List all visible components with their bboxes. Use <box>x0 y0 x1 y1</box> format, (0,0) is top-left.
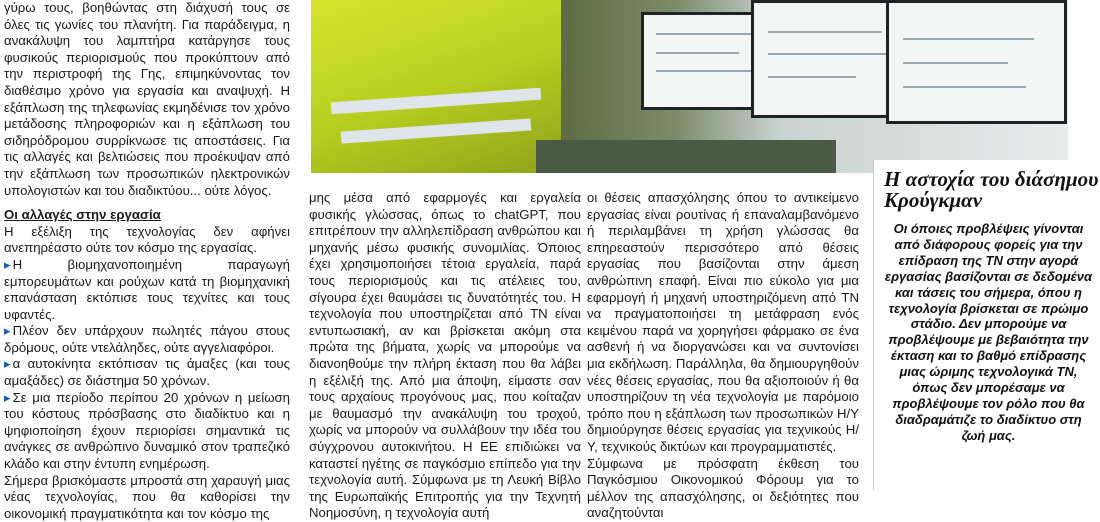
intro-paragraph: γύρω τους, βοηθώντας στη διάχυσή τους σε όλες τις γωνίες του πλανήτη. Για παράδειγμα, η ανακάλυψη του λαμπτήρα κατάργησε τους φυσικούς περιορισμούς που προκύπτουν από την περιστροφή της Γης, επιμηκύνοντας τον διαθέσιμο χρόνο για εργασία και αναψυχή. Η εξάπλωση της τηλεφωνίας εκμηδένισε τον χρόνο μετάδοσης πληροφοριών και η εξάπλωση του σιδηρόδρομου συρρίκνωσε τις αποστάσεις. Για τις αλλαγές και βελτιώσεις που προέκυψαν από την εξάπλωση των προσωπικών ηλεκτρονικών υπολογιστών και του διαδικτύου... ούτε λόγος. <box>4 0 290 198</box>
paragraph: Η εξέλιξη της τεχνολογίας δεν αφήνει ανεπηρέαστο ούτε τον κόσμο της εργασίας. <box>4 223 290 256</box>
paragraph: Σήμερα βρισκόμαστε μπροστά στη χαραυγή μιας νέας τεχνολογίας, που θα καθορίσει την οικονομική πραγματικότητα και τον κόσμο της <box>4 472 290 521</box>
monitor-screen <box>886 0 1067 124</box>
sidebar-box <box>873 160 1100 490</box>
paragraph: μης μέσα από εφαρμογές και εργαλεία φυσικής γλώσσας, όπως το chatGPT, που επιτρέπουν την αλληλεπίδραση ανθρώπου και μηχανής μέσω φυσικής συνομιλίας. Όποιος έχει χρησιμοποιήσει τέτοια εργαλεία, παρά τους περιορισμούς και τις ατέλειες του, σίγουρα έχει θαυμάσει τις δυνατότητές του. Η τεχνολογία που υποστηρίζεται από ΤΝ είναι εντυπωσιακή, αν και βρίσκεται ακόμη στα πρώτα της βήματα, χωρίς να μπορούμε να διανοηθούμε την πλήρη έκταση που θα λάβει η εξέλιξή της. Από μια άποψη, είμαστε σαν τους αρχαίους προγόνους μας, που κοίταζαν με θαυμασμό την ανακάλυψη του τροχού, χωρίς να μπορούν να συλλάβουν την ιδέα του σύγχρονου αυτοκινήτου. Η ΕΕ επιδιώκει να καταστεί ηγέτης σε παγκόσμιο επίπεδο για την τεχνολογία αυτή. Σύμφωνα με τη Λευκή Βίβλο της Ευρωπαϊκής Επιτροπής για την Τεχνητή Νοημοσύνη, η τεχνολογία αυτή <box>309 190 581 521</box>
worker-figure <box>311 0 561 173</box>
bullet-item: ▸ Η βιομηχανοποιημένη παραγωγή εμπορευμάτων και ρούχων κατά τη βιομηχανική επανάσταση εκτόπισε τους τεχνίτες και τους υφαντές. <box>4 257 290 323</box>
sidebar-title: Η αστοχία του διάσημου Κρούγκμαν <box>884 167 1099 212</box>
bullet-item: ▸ α αυτοκίνητα εκτόπισαν τις άμαξες (και τους αμαξάδες) σε διάστημα 50 χρόνων. <box>4 356 290 389</box>
article-photo <box>311 0 1068 173</box>
control-desk <box>536 140 836 173</box>
sidebar-body: Οι όποιες προβλέψεις γίνονται από διάφορους φορείς για την επίδραση της ΤΝ στην αγορά εργασίας βασίζονται σε δεδομένα και τάσεις του σήμερα, όπου η τεχνολογία βρίσκεται σε πρώιμο στάδιο. Δεν μπορούμε να προβλέψουμε με βεβαιότητα την έκταση και το βαθμό επίδρασης μιας ώριμης τεχνολογικά ΤΝ, όπως δεν μπορέσαμε να προβλέψουμε τον ρόλο που θα διαδραμάτιζε το διαδίκτυο στη ζωή μας. <box>884 221 1093 443</box>
reflective-stripe <box>341 118 531 143</box>
paragraph: οι θέσεις απασχόλησης όπου το αντικείμενο εργασίας είναι ρουτίνας ή επαναλαμβανόμενο ή περιλαμβάνει τη χρήση γλώσσας θα επηρεαστούν περισσότερο από θέσεις εργασίας που βασίζονται στην άμεση ανθρώπινη επαφή. Είναι πιο εύκολο για μια εφαρμογή ή μηχανή υποστηριζόμενη από ΤΝ να πραγματοποιήσει τη μετάφραση ενός κειμένου παρά να χορηγήσει φάρμακο σε ένα ασθενή ή να διοργανώσει και να συντονίσει μια εκδήλωση. Παράλληλα, θα δημιουργηθούν νέες θέσεις εργασίας, που θα αξιοποιούν ή θα υποστηρίζουν τη νέα τεχνολογία με παρόμοιο τρόπο που η εξάπλωση των προσωπικών Η/Υ δημιούργησε θέσεις εργασίας για τεχνικούς Η/Υ, τεχνικούς δικτύων και προγραμματιστές. <box>587 190 859 454</box>
bullet-item: ▸ Σε μια περίοδο περίπου 20 χρόνων η μείωση του κόστους πρόσβασης στο διαδίκτυο και η ψηφιοποίηση έχουν περιορίσει σημαντικά τις ανάγκες σε ανθρώπινο δυναμικό στον τραπεζικό κλάδο και στην έντυπη ενημέρωση. <box>4 390 290 473</box>
reflective-stripe <box>331 88 541 115</box>
bullet-item: ▸ Πλέον δεν υπάρχουν πωλητές πάγου στους δρόμους, ούτε ντελάληδες, ούτε αγγελιαφόροι. <box>4 323 290 356</box>
section-heading: Οι αλλαγές στην εργασία <box>4 207 161 223</box>
paragraph: Σύμφωνα με πρόσφατη έκθεση του Παγκόσμιου Οικονομικού Φόρουμ για το μέλλον της απασχόλησης, οι δεξιότητες που αναζητούνται <box>587 455 859 521</box>
article-column-2 <box>309 190 581 522</box>
article-column-1 <box>4 0 290 522</box>
article-column-3 <box>587 190 859 522</box>
